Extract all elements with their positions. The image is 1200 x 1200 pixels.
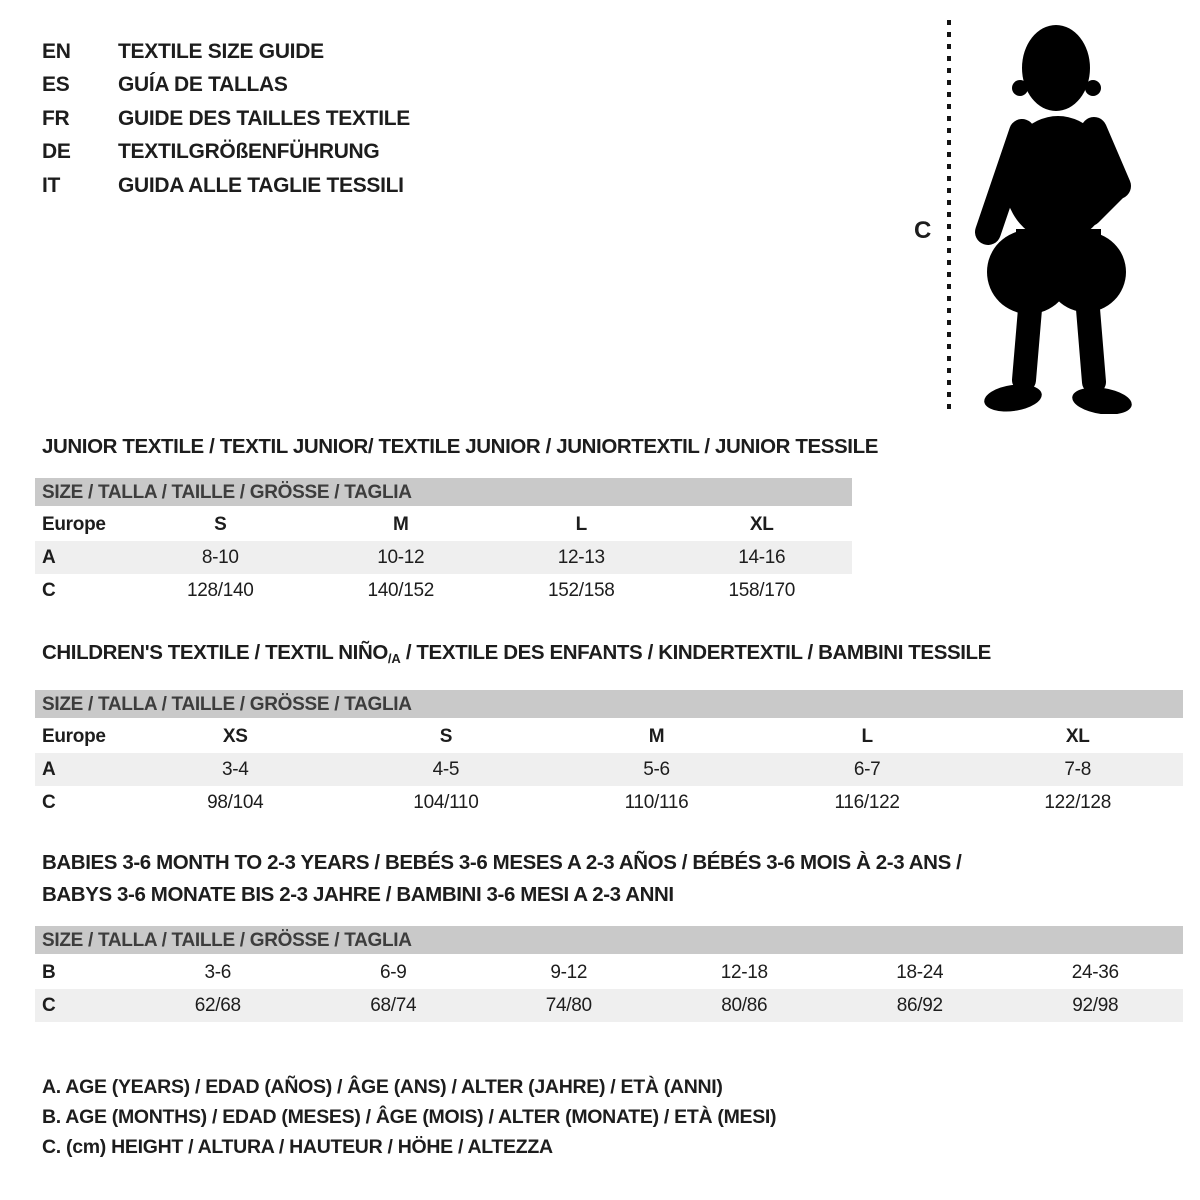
table-cell: 6-7 [853,758,881,780]
junior-section-title: JUNIOR TEXTILE / TEXTIL JUNIOR/ TEXTILE JUNIOR / JUNIORTEXTIL / JUNIOR TESSILE [42,435,878,458]
table-cell: 62/68 [194,994,241,1016]
language-label: GUIDE DES TAILLES TEXTILE [118,106,410,130]
column-header-size: S [439,725,453,747]
language-code: ES [42,73,70,97]
children-columns-row [35,720,1183,753]
babies-size-table [35,926,1183,1022]
language-row-de [42,136,410,170]
size-header-bar: SIZE / TALLA / TAILLE / GRÖSSE / TAGLIA [35,478,852,508]
junior-columns-row [35,508,852,541]
language-code: DE [42,140,71,164]
language-row-it [42,169,410,203]
junior-row-age [35,541,852,574]
table-cell: 116/122 [834,791,900,813]
table-cell: 9-12 [550,961,588,983]
column-header-size: XL [749,513,774,535]
table-cell: 74/80 [545,994,592,1016]
language-label: TEXTILGRÖßENFÜHRUNG [118,140,380,164]
table-cell: 3-4 [222,758,249,780]
children-size-table [35,690,1183,819]
children-title-subscript: /A [387,651,401,666]
table-cell: 7-8 [1064,758,1091,780]
column-header-size: L [575,513,587,535]
row-label: A [42,546,56,568]
table-cell: 14-16 [738,546,786,568]
table-cell: 3-6 [204,961,232,983]
language-code: EN [42,39,71,63]
column-header-region: Europe [42,513,106,535]
babies-title-line1: BABIES 3-6 MONTH TO 2-3 YEARS / BEBÉS 3-6 MESES A 2-3 AÑOS / BÉBÉS 3-6 MOIS À 2-3 ANS / [42,851,962,874]
row-label: C [42,579,56,601]
table-cell: 5-6 [643,758,670,780]
language-code: IT [42,173,61,197]
language-code: FR [42,106,70,130]
children-section-title [42,641,991,666]
table-cell: 158/170 [728,579,796,601]
column-header-size: M [392,513,409,535]
height-measure-label: C [914,217,932,244]
measure-legend [42,1072,776,1162]
table-cell: 92/98 [1072,994,1119,1016]
table-cell: 18-24 [896,961,944,983]
children-title-text: CHILDREN'S TEXTILE / TEXTIL NIÑO [42,641,388,664]
column-header-size: S [214,513,227,535]
size-header-bar: SIZE / TALLA / TAILLE / GRÖSSE / TAGLIA [35,690,1183,720]
row-label: B [42,961,56,983]
table-cell: 110/116 [624,791,689,813]
babies-row-height [35,989,1183,1022]
table-cell: 68/74 [370,994,417,1016]
row-label: C [42,994,56,1016]
junior-size-table [35,478,852,607]
height-dashed-line [947,20,951,416]
babies-row-age-months [35,956,1183,989]
table-cell: 86/92 [896,994,943,1016]
language-row-fr [42,102,410,136]
table-cell: 140/152 [367,579,435,601]
column-header-size: L [861,725,873,747]
legend-line-b: B. AGE (MONTHS) / EDAD (MESES) / ÂGE (MOIS) / ALTER (MONATE) / ETÀ (MESI) [42,1106,777,1128]
column-header-size: XL [1065,725,1090,747]
column-header-region: Europe [42,725,106,747]
table-cell: 122/128 [1044,791,1111,813]
table-cell: 8-10 [201,546,239,568]
language-list [42,35,410,203]
language-row-en [42,35,410,69]
table-cell: 24-36 [1071,961,1119,983]
children-row-height [35,786,1183,819]
toddler-silhouette-image [966,14,1136,414]
babies-title-line2: BABYS 3-6 MONATE BIS 2-3 JAHRE / BAMBINI 3-6 MESI A 2-3 ANNI [42,883,674,906]
row-label: A [42,758,56,780]
children-row-age [35,753,1183,786]
table-cell: 128/140 [186,579,254,601]
table-cell: 104/110 [413,791,479,813]
column-header-size: M [648,725,665,747]
table-cell: 98/104 [207,791,264,813]
table-cell: 152/158 [547,579,615,601]
table-cell: 80/86 [721,994,768,1016]
language-label: TEXTILE SIZE GUIDE [118,39,324,63]
column-header-size: XS [222,725,248,747]
language-label: GUIDA ALLE TAGLIE TESSILI [118,173,404,197]
language-label: GUÍA DE TALLAS [118,73,288,97]
table-cell: 4-5 [432,758,460,780]
children-title-text: / TEXTILE DES ENFANTS / KINDERTEXTIL / BAMBINI TESSILE [400,641,991,664]
table-cell: 10-12 [377,546,425,568]
junior-row-height [35,574,852,607]
table-cell: 6-9 [379,961,407,983]
table-cell: 12-18 [720,961,768,983]
language-row-es [42,69,410,103]
legend-line-a: A. AGE (YEARS) / EDAD (AÑOS) / ÂGE (ANS) / ALTER (JAHRE) / ETÀ (ANNI) [42,1076,723,1098]
table-cell: 12-13 [557,546,605,568]
babies-section-title [42,847,961,911]
row-label: C [42,791,56,813]
legend-line-c: C. (cm) HEIGHT / ALTURA / HAUTEUR / HÖHE / ALTEZZA [42,1136,553,1158]
size-header-bar: SIZE / TALLA / TAILLE / GRÖSSE / TAGLIA [35,926,1183,956]
